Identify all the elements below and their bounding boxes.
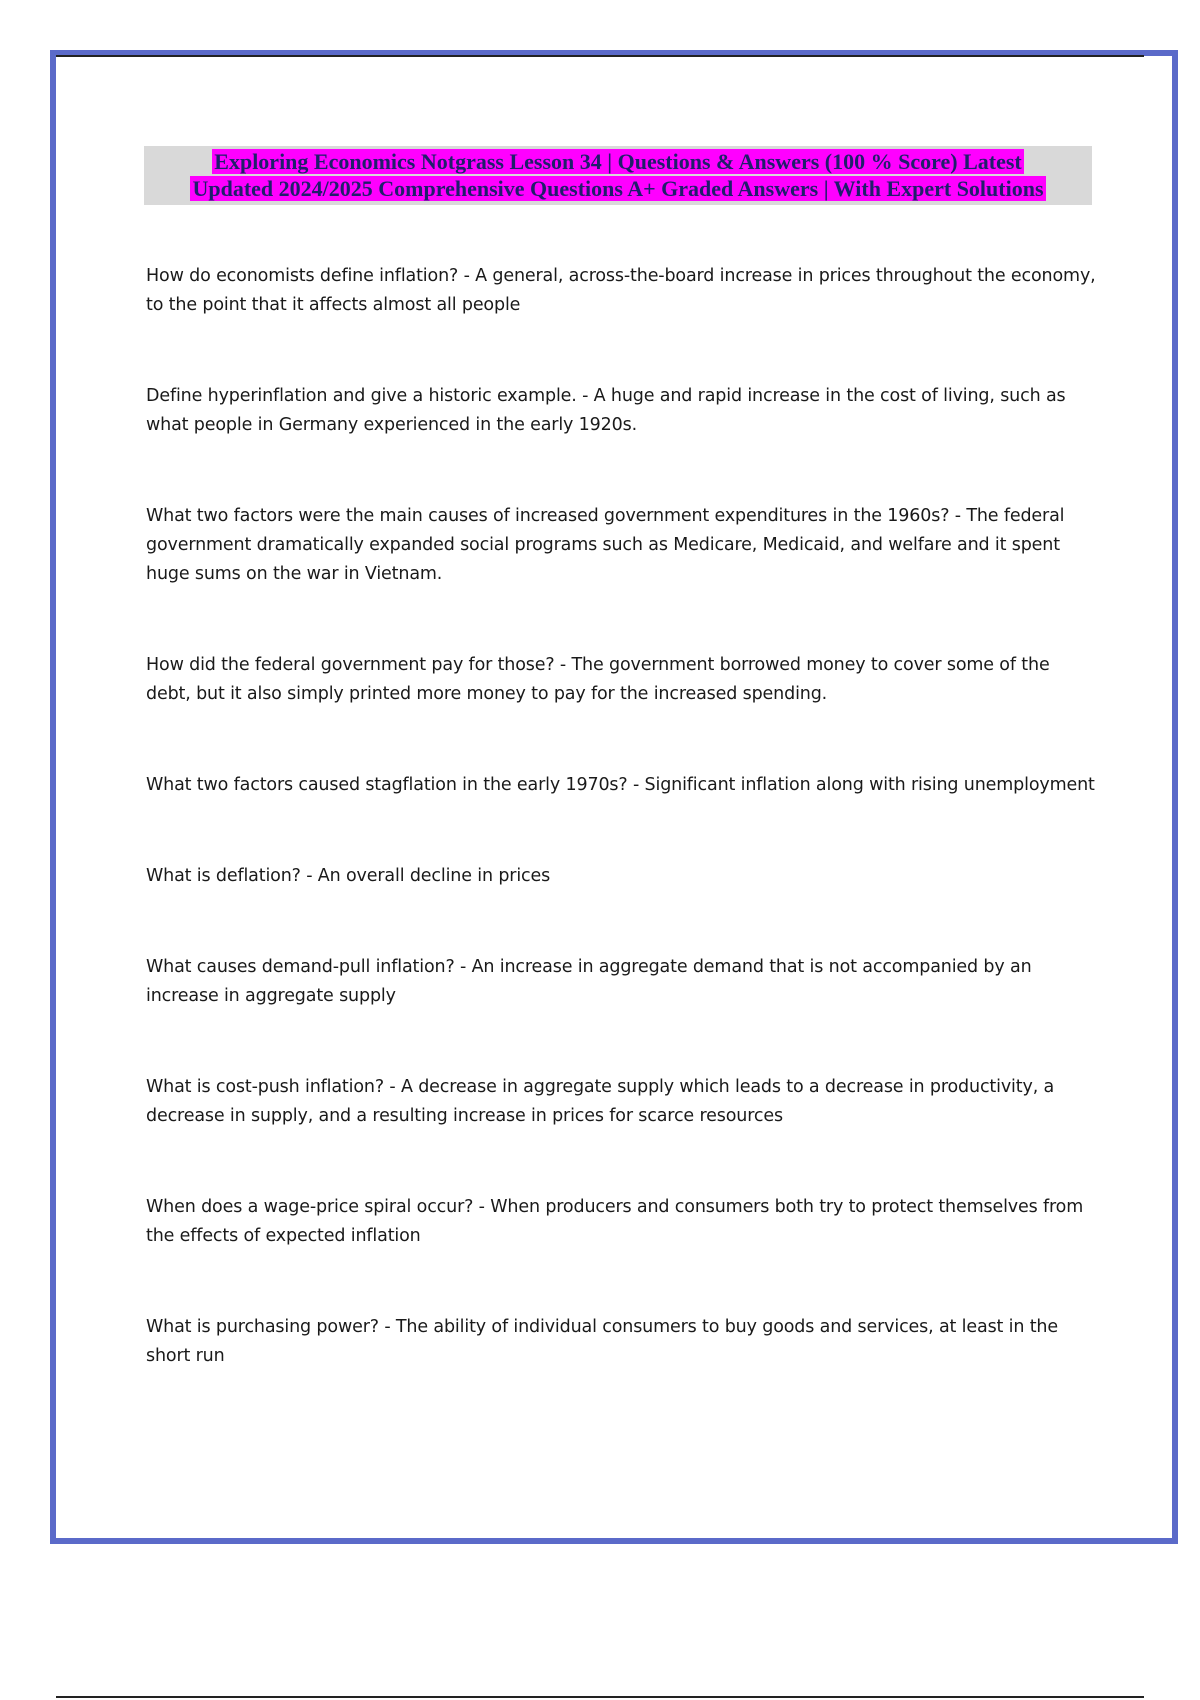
document-title <box>144 146 1092 205</box>
title-line-1: Exploring Economics Notgrass Lesson 34 | Questions & Answers (100 % Score) Latest <box>214 149 1022 174</box>
qa-item-stagflation: What two factors caused stagflation in the early 1970s? - Significant inflation along with rising unemployment <box>146 775 1095 795</box>
qa-list <box>146 262 1096 1433</box>
qa-item-demand-pull: What causes demand-pull inflation? - An increase in aggregate demand that is not accompanied by an increase in aggregate supply <box>146 957 1032 1006</box>
title-line-2: Updated 2024/2025 Comprehensive Questions A+ Graded Answers | With Expert Solutions <box>192 176 1044 201</box>
qa-item-government-payment: How did the federal government pay for those? - The government borrowed money to cover some of the debt, but it also simply printed more money to pay for the increased spending. <box>146 655 1050 704</box>
qa-item-deflation: What is deflation? - An overall decline in prices <box>146 866 551 886</box>
qa-item-hyperinflation: Define hyperinflation and give a historic example. - A huge and rapid increase in the cost of living, such as what people in Germany experienced in the early 1920s. <box>146 386 1066 435</box>
qa-item-1960s-expenditures: What two factors were the main causes of increased government expenditures in the 1960s? - The federal government dramatically expanded social programs such as Medicare, Medicaid, and welfare and it spent huge sums on the war in Vietnam. <box>146 506 1065 584</box>
bottom-rule <box>56 1696 1144 1698</box>
qa-item-inflation: How do economists define inflation? - A general, across-the-board increase in prices throughout the economy, to the point that it affects almost all people <box>146 266 1096 315</box>
qa-item-wage-price-spiral: When does a wage-price spiral occur? - When producers and consumers both try to protect themselves from the effects of expected inflation <box>146 1197 1084 1246</box>
qa-item-cost-push: What is cost-push inflation? - A decrease in aggregate supply which leads to a decrease in productivity, a decrease in supply, and a resulting increase in prices for scarce resources <box>146 1077 1055 1126</box>
qa-item-purchasing-power: What is purchasing power? - The ability of individual consumers to buy goods and services, at least in the short run <box>146 1317 1058 1366</box>
top-rule <box>56 55 1144 57</box>
